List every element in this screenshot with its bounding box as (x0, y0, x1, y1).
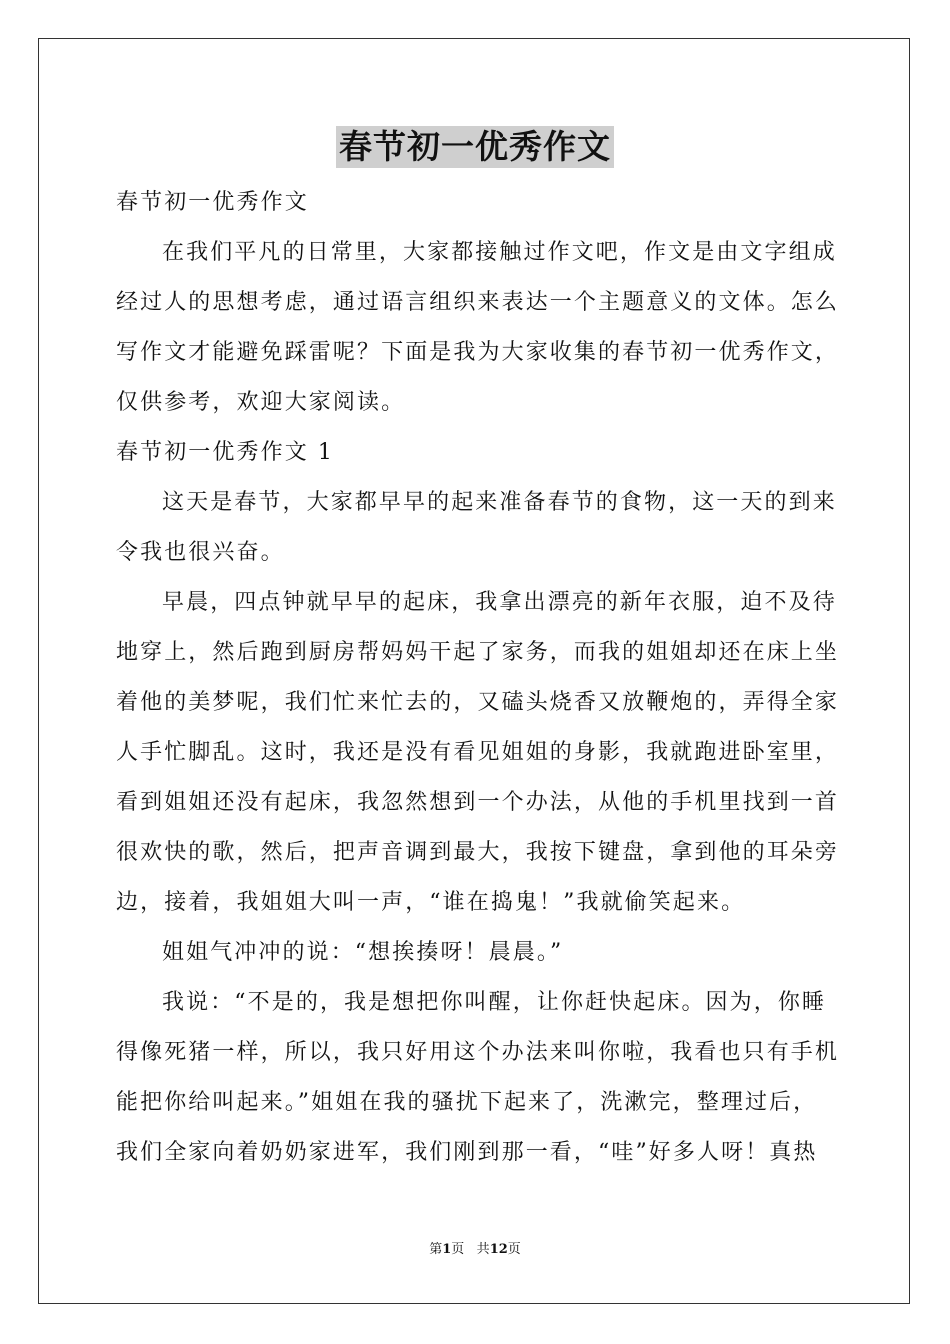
page-footer (0, 1241, 950, 1259)
text-line: 能把你给叫起来。”姐姐在我的骚扰下起来了，洗漱完，整理过后， (116, 1090, 818, 1115)
text-line: 令我也很兴奋。 (116, 540, 285, 565)
page-total: 12 (489, 1242, 508, 1257)
text-line: 边，接着，我姐姐大叫一声，“谁在捣鬼！”我就偷笑起来。 (116, 890, 746, 915)
total-unit: 页 (507, 1242, 521, 1257)
text-line: 春节初一优秀作文 (116, 190, 309, 215)
text-line: 在我们平凡的日常里，大家都接触过作文吧，作文是由文字组成 (162, 240, 837, 265)
text-line: 我说：“不是的，我是想把你叫醒，让你赶快起床。因为，你睡 (162, 990, 827, 1015)
text-line: 很欢快的歌，然后，把声音调到最大，我按下键盘，拿到他的耳朵旁 (116, 840, 840, 865)
text-line: 着他的美梦呢，我们忙来忙去的，又磕头烧香又放鞭炮的，弄得全家 (116, 690, 840, 715)
text-line: 仅供参考，欢迎大家阅读。 (116, 390, 406, 415)
section-heading: 春节初一优秀作文 1 (116, 440, 334, 465)
text-line: 我们全家向着奶奶家进军，我们刚到那一看，“哇”好多人呀！真热 (116, 1140, 818, 1165)
text-line: 地穿上，然后跑到厨房帮妈妈干起了家务，而我的姐姐却还在床上坐 (116, 640, 840, 665)
text-line: 早晨，四点钟就早早的起床，我拿出漂亮的新年衣服，迫不及待 (162, 590, 837, 615)
document-body (116, 178, 840, 1178)
page-current: 1 (442, 1242, 452, 1257)
total-prefix: 共 (476, 1242, 490, 1257)
text-line: 这天是春节，大家都早早的起来准备春节的食物，这一天的到来 (162, 490, 837, 515)
text-line: 看到姐姐还没有起床，我忽然想到一个办法，从他的手机里找到一首 (116, 790, 840, 815)
document-title: 春节初一优秀作文 (336, 126, 614, 168)
page-prefix: 第 (429, 1242, 443, 1257)
title-container (0, 126, 950, 168)
page-unit: 页 (451, 1242, 465, 1257)
text-line: 得像死猪一样，所以，我只好用这个办法来叫你啦，我看也只有手机 (116, 1040, 840, 1065)
text-line: 写作文才能避免踩雷呢？下面是我为大家收集的春节初一优秀作文， (116, 340, 840, 365)
text-line: 姐姐气冲冲的说：“想挨揍呀！晨晨。” (162, 940, 564, 965)
text-line: 人手忙脚乱。这时，我还是没有看见姐姐的身影，我就跑进卧室里， (116, 740, 840, 765)
text-line: 经过人的思想考虑，通过语言组织来表达一个主题意义的文体。怎么 (116, 290, 840, 315)
